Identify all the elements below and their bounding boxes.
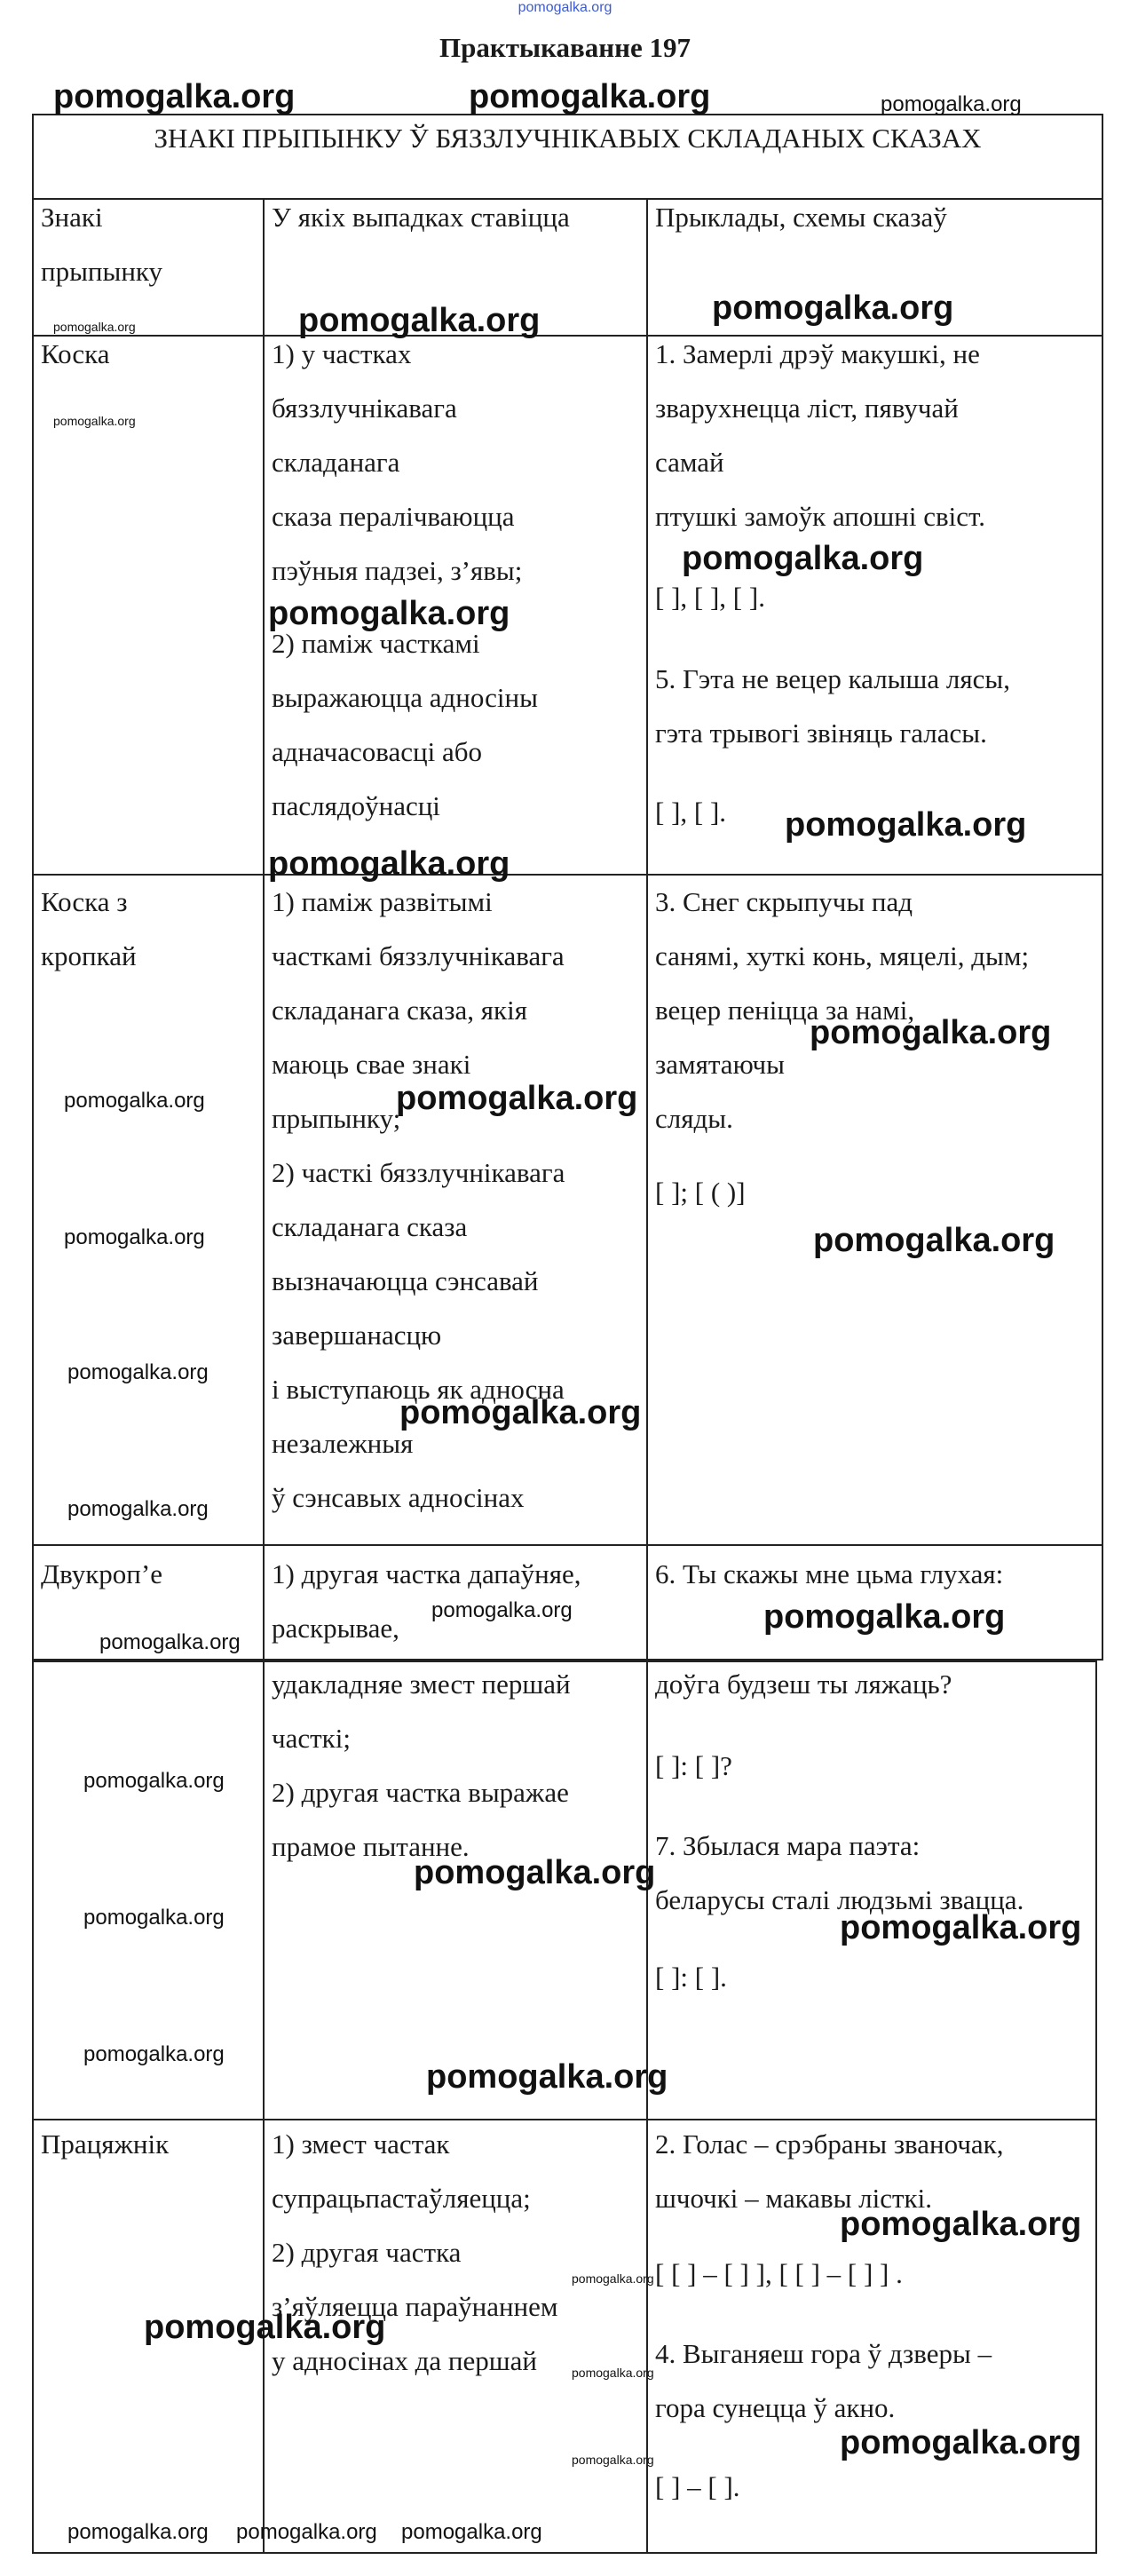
watermark: pomogalka.org — [813, 1222, 1055, 1259]
header-signs: Знакі прыпынку — [41, 202, 163, 287]
watermark: pomogalka.org — [572, 2453, 654, 2467]
row-semicolon-sign: Коска з кропкай — [41, 886, 137, 971]
watermark: pomogalka.org — [763, 1598, 1006, 1636]
row-dash-example-1: 2. Голас – срэбраны званочак, шчочкі – макавы лісткі. — [655, 2128, 1004, 2214]
row-colon-sign: Двукроп’е — [41, 1558, 162, 1589]
row-dash-sign: Працяжнік — [41, 2128, 170, 2160]
watermark: pomogalka.org — [67, 1497, 209, 1521]
watermark: pomogalka.org — [83, 2042, 225, 2066]
watermark: pomogalka.org — [298, 302, 541, 339]
watermark: pomogalka.org — [840, 1909, 1082, 1946]
row-colon-scheme-1: [ ]: [ ]? — [655, 1750, 732, 1781]
row-semicolon-scheme-1: [ ]; [ ( )] — [655, 1177, 746, 1208]
header-cases: У якіх выпадках ставіцца — [272, 202, 570, 233]
watermark: pomogalka.org — [431, 1598, 573, 1622]
row-dash-example-2: 4. Выганяеш гора ў дзверы – гора сунецца ў акно. — [655, 2338, 992, 2423]
row-koska-example-2: 5. Гэта не вецер калыша лясы, гэта трывогі звіняць галасы. — [655, 663, 1010, 749]
watermark: pomogalka.org — [53, 414, 136, 428]
page-title: Практыкаванне 197 — [439, 32, 691, 63]
watermark: pomogalka.org — [840, 2424, 1082, 2461]
watermark: pomogalka.org — [236, 2520, 377, 2544]
top-site-mark: pomogalka.org — [518, 0, 612, 15]
watermark: pomogalka.org — [53, 320, 136, 334]
watermark: pomogalka.org — [572, 2271, 654, 2286]
watermark: pomogalka.org — [53, 78, 296, 115]
row-koska-example-1: 1. Замерлі дрэў макушкі, не зварухнецца ліст, пявучай самай птушкі замоўк апошні свіст. — [655, 338, 985, 532]
row-colon-cases-cont: удакладняе змест першай часткі; 2) другая частка выражае прамое пытанне. — [272, 1668, 571, 1862]
watermark: pomogalka.org — [712, 289, 954, 327]
watermark: pomogalka.org — [810, 1014, 1052, 1051]
watermark: pomogalka.org — [682, 540, 924, 577]
table-caption: ЗНАКІ ПРЫПЫНКУ Ў БЯЗЗЛУЧНІКАВЫХ СКЛАДАНЫХ СКАЗАХ — [154, 123, 982, 154]
watermark: pomogalka.org — [67, 2520, 209, 2544]
watermark: pomogalka.org — [64, 1089, 205, 1113]
row-dash-scheme-1: [ [ ] – [ ] ], [ [ ] – [ ] ] . — [655, 2258, 903, 2289]
watermark: pomogalka.org — [572, 2366, 654, 2380]
watermark: pomogalka.org — [399, 1394, 642, 1431]
row-dash-cases: 1) змест частак супрацьпастаўляецца; 2) другая частка з’яўляецца параўнаннем у адносінах да першай — [272, 2128, 558, 2376]
watermark: pomogalka.org — [426, 2058, 668, 2096]
watermark: pomogalka.org — [268, 845, 510, 883]
watermark: pomogalka.org — [396, 1080, 638, 1117]
watermark: pomogalka.org — [401, 2520, 542, 2544]
watermark: pomogalka.org — [840, 2206, 1082, 2243]
watermark: pomogalka.org — [83, 1906, 225, 1930]
watermark: pomogalka.org — [67, 1360, 209, 1384]
watermark: pomogalka.org — [414, 1854, 656, 1891]
row-koska-cases-2: 2) паміж часткамі выражаюцца адносіны адначасовасці або паслядоўнасці — [272, 628, 538, 821]
watermark: pomogalka.org — [785, 806, 1027, 844]
row-colon-scheme-2: [ ]: [ ]. — [655, 1962, 727, 1993]
watermark: pomogalka.org — [881, 92, 1022, 116]
row-koska-cases-1: 1) у частках бяззлучнікавага складанага сказа пералічваюцца пэўныя падзеі, з’явы; — [272, 338, 523, 586]
row-koska-scheme-2: [ ], [ ]. — [655, 797, 727, 828]
row-semicolon-example-1: 3. Снег скрыпучы пад санямі, хуткі конь, мяцелі, дым; вецер пеніцца за намі, замятаючы сляды. — [655, 886, 1030, 1134]
row-koska-sign: Коска — [41, 338, 110, 369]
row-dash-scheme-2: [ ] – [ ]. — [655, 2471, 740, 2502]
row-koska-scheme-1: [ ], [ ], [ ]. — [655, 582, 765, 613]
row-colon-example-2: 7. Збылася мара паэта: беларусы сталі людзьмі звацца. — [655, 1830, 1024, 1915]
watermark: pomogalka.org — [64, 1225, 205, 1249]
row-semicolon-cases: 1) паміж развітымі часткамі бяззлучнікавага складанага сказа, якія маюць свае знакі прыпынку; 2) часткі бяззлучнікавага складанага сказа вызначаюцца сэнсавай завершанасцю і выступаюць як адносна незалежныя ў сэнсавых адносінах — [272, 886, 565, 1513]
row-colon-example-1: 6. Ты скажы мне цьма глухая: — [655, 1558, 1004, 1589]
watermark: pomogalka.org — [469, 78, 711, 115]
watermark: pomogalka.org — [144, 2309, 386, 2346]
row-colon-cases: 1) другая частка дапаўняе, раскрывае, — [272, 1558, 581, 1644]
row-colon-example-1-cont: доўга будзеш ты ляжаць? — [655, 1668, 952, 1700]
header-examples: Прыклады, схемы сказаў — [655, 202, 947, 233]
watermark: pomogalka.org — [268, 595, 510, 632]
watermark: pomogalka.org — [83, 1769, 225, 1793]
watermark: pomogalka.org — [99, 1630, 241, 1654]
